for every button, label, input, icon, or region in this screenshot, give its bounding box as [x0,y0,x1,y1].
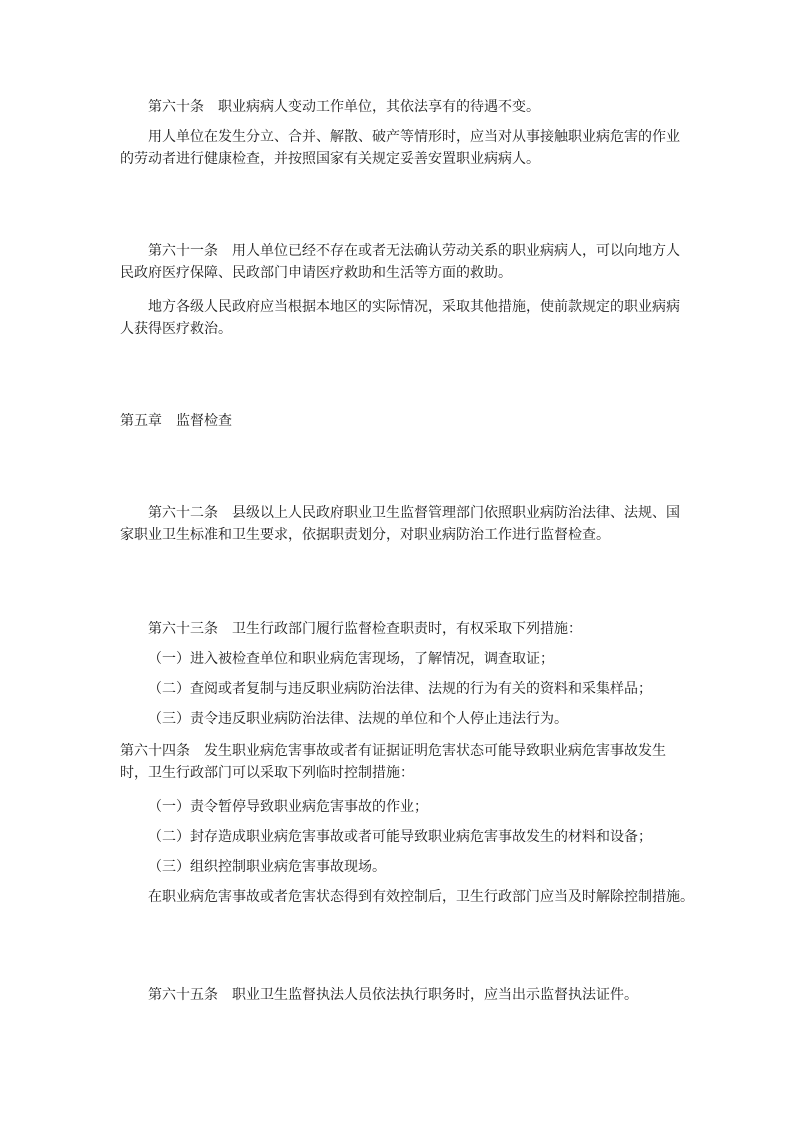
article-60 [120,96,680,118]
article-text: 县级以上人民政府职业卫生监督管理部门依照职业病防治法律、法规、国 [232,505,680,521]
text-line: 地方各级人民政府应当根据本地区的实际情况，采取其他措施，使前款规定的职业病病 [148,299,680,315]
text-line: 用人单位在发生分立、合并、解散、破产等情形时，应当对从事接触职业病危害的作业 [148,129,680,145]
article-text: 发生职业病危害事故或者有证据证明危害状态可能导致职业病危害事故发生 [204,743,666,759]
list-item: （三）责令违反职业病防治法律、法规的单位和个人停止违法行为。 [148,711,568,727]
article-60-paragraph-2 [120,126,680,170]
article-65 [120,984,680,1006]
chapter-title: 监督检查 [176,413,232,429]
text-line: 民政府医疗保障、民政部门申请医疗救助和生活等方面的救助。 [120,265,512,281]
article-label: 第六十条 [148,99,204,115]
article-label: 第六十一条 [148,243,218,259]
article-text: 职业卫生监督执法人员依法执行职务时，应当出示监督执法证件。 [232,987,638,1003]
text-line: 的劳动者进行健康检查，并按照国家有关规定妥善安置职业病病人。 [120,151,540,167]
article-64 [120,740,680,784]
text-line: 家职业卫生标准和卫生要求，依据职责划分，对职业病防治工作进行监督检查。 [120,527,610,543]
article-61-paragraph-2 [120,296,680,340]
list-item: （二）封存造成职业病危害事故或者可能导致职业病危害事故发生的材料和设备； [148,829,652,845]
article-label: 第六十三条 [148,621,218,637]
chapter-heading [120,410,680,432]
article-64-paragraph-2: 在职业病危害事故或者危害状态得到有效控制后，卫生行政部门应当及时解除控制措施。 [148,889,694,905]
text-line: 时，卫生行政部门可以采取下列临时控制措施： [120,765,414,781]
list-item: （一）进入被检查单位和职业病危害现场，了解情况，调查取证； [148,651,554,667]
chapter-label: 第五章 [120,413,162,429]
article-text: 卫生行政部门履行监督检查职责时，有权采取下列措施： [232,621,582,637]
text-line: 人获得医疗救治。 [120,321,232,337]
article-text: 职业病病人变动工作单位，其依法享有的待遇不变。 [218,99,540,115]
article-63 [120,618,680,640]
list-item: （三）组织控制职业病危害事故现场。 [148,859,386,875]
article-label: 第六十二条 [148,505,218,521]
list-item: （二）查阅或者复制与违反职业病防治法律、法规的行为有关的资料和采集样品； [148,681,652,697]
article-62 [120,502,680,546]
article-text: 用人单位已经不存在或者无法确认劳动关系的职业病病人，可以向地方人 [232,243,680,259]
list-item: （一）责令暂停导致职业病危害事故的作业； [148,799,428,815]
article-61 [120,240,680,284]
article-label: 第六十四条 [120,743,190,759]
article-label: 第六十五条 [148,987,218,1003]
